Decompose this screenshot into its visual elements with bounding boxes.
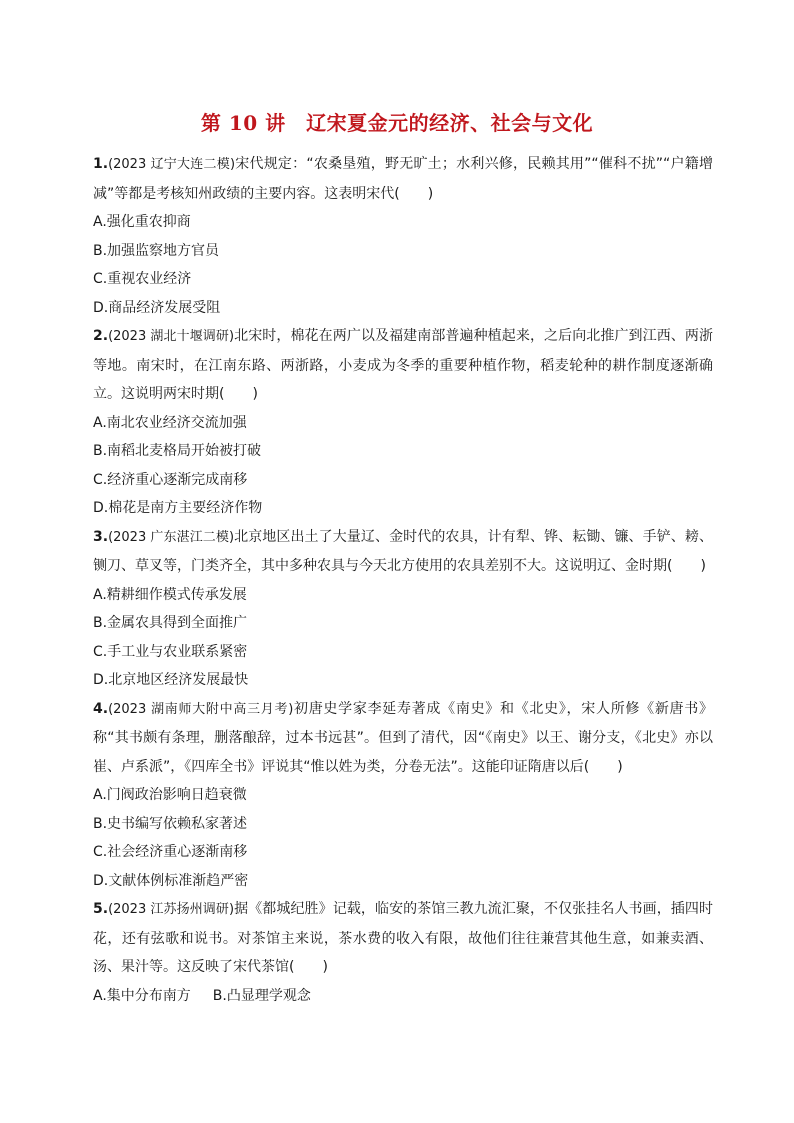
option-row <box>93 982 713 1011</box>
question-number: 5. <box>93 901 109 917</box>
question-stem <box>93 150 713 208</box>
question-2 <box>93 322 713 523</box>
option-a: A.门阀政治影响日趋衰微 <box>93 787 247 803</box>
option-d: D.棉花是南方主要经济作物 <box>93 500 263 516</box>
question-source: (2023 辽宁大连二模) <box>108 157 236 172</box>
question-stem <box>93 322 713 409</box>
question-text: 宋代规定：“农桑垦殖，野无旷土；水利兴修，民赖其用”“催科不扰”“户籍增减”等都是考核知州政绩的主要内容。这表明宋代( ) <box>93 156 713 202</box>
page-title: 第 10 讲 辽宋夏金元的经济、社会与文化 <box>200 111 594 135</box>
question-text: 北京地区出土了大量辽、金时代的农具，计有犁、铧、耘锄、镰、手铲、耪、铡刀、草叉等，门类齐全，其中多种农具与今天北方使用的农具差别不大。这说明辽、金时期( ) <box>93 528 713 574</box>
option-c: C.经济重心逐渐完成南移 <box>93 471 248 488</box>
option-b: B.加强监察地方官员 <box>93 242 220 259</box>
question-text: 初唐史学家李延寿著成《南史》和《北史》，宋人所修《新唐书》称“其书颇有条理，删落酿辞，过本书远甚”。但到了清代，因“《南史》以王、谢分支，《北史》亦以崔、卢系派”，《四库全书》评说其“惟以姓为类，分卷无法”。这能印证隋唐以后( ) <box>93 700 713 775</box>
option-d: D.文献体例标准渐趋严密 <box>93 872 249 889</box>
question-4 <box>93 695 713 896</box>
option-c: C.重视农业经济 <box>93 271 192 287</box>
option-b: B.南稻北麦格局开始被打破 <box>93 443 262 459</box>
question-1 <box>93 150 713 322</box>
question-number: 4. <box>93 700 109 717</box>
question-number: 2. <box>93 328 109 344</box>
question-source: (2023 湖南师大附中高三月考) <box>108 701 294 717</box>
question-source: (2023 广东湛江二模) <box>108 529 235 545</box>
question-number: 1. <box>93 156 109 172</box>
option-d: D.北京地区经济发展最快 <box>93 672 249 688</box>
option-b: B.凸显理学观念 <box>212 987 311 1004</box>
question-source: (2023 江苏扬州调研) <box>108 902 235 917</box>
option-b: B.金属农具得到全面推广 <box>93 615 248 631</box>
option-a: A.集中分布南方 <box>93 987 191 1004</box>
option-a: A.南北农业经济交流加强 <box>93 414 247 431</box>
question-5 <box>93 895 713 1010</box>
question-text: 据《都城纪胜》记载，临安的茶馆三教九流汇聚，不仅张挂名人书画，插四时花，还有弦歌和说书。对茶馆主来说，茶水费的收入有限，故他们往往兼营其他生意，如兼卖酒、汤、果汁等。这反映了宋代茶馆( ) <box>93 901 713 975</box>
question-stem <box>93 895 713 982</box>
option-c: C.手工业与农业联系紧密 <box>93 643 248 660</box>
question-stem <box>93 695 713 782</box>
option-c: C.社会经济重心逐渐南移 <box>93 844 248 860</box>
question-number: 3. <box>93 528 109 545</box>
option-b: B.史书编写依赖私家著述 <box>93 815 248 832</box>
option-a: A.强化重农抑商 <box>93 214 191 230</box>
question-text: 北宋时，棉花在两广以及福建南部普遍种植起来，之后向北推广到江西、两浙等地。南宋时，在江南东路、两浙路，小麦成为冬季的重要种植作物，稻麦轮种的耕作制度逐渐确立。这说明两宋时期( ) <box>93 328 713 402</box>
question-3 <box>93 523 713 695</box>
question-source: (2023 湖北十堰调研) <box>108 329 235 344</box>
question-stem <box>93 523 713 581</box>
option-d: D.商品经济发展受阻 <box>93 299 221 316</box>
question-list <box>93 150 713 1010</box>
option-a: A.精耕细作模式传承发展 <box>93 586 247 603</box>
